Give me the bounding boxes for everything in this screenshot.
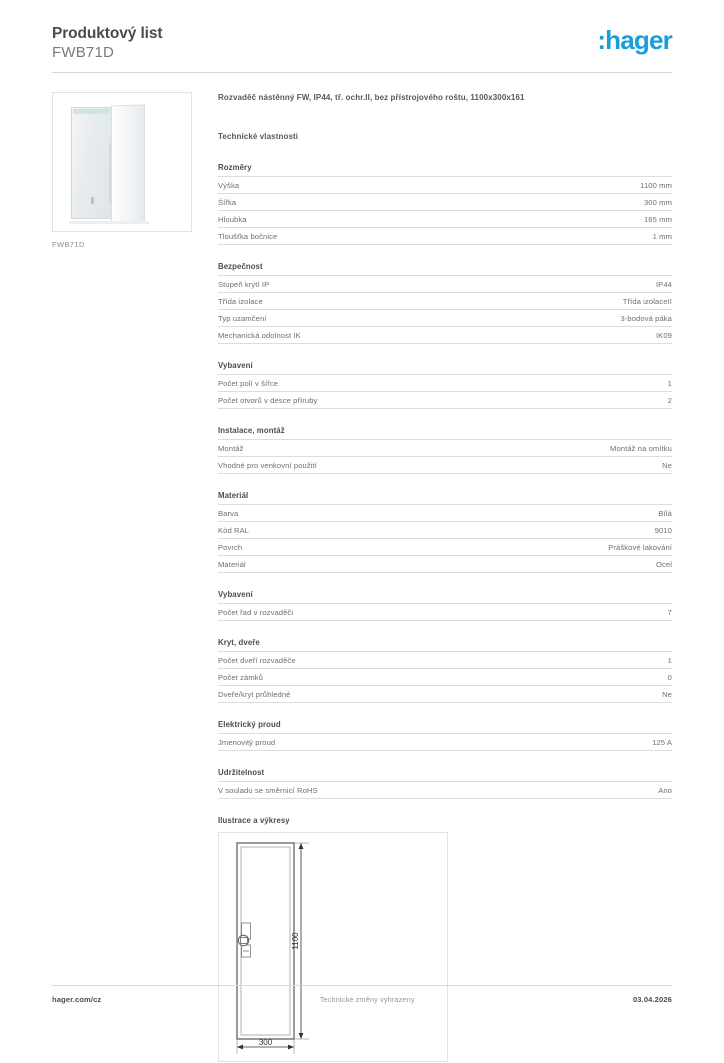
cabinet-latch (91, 197, 94, 204)
spec-label: Výška (218, 180, 240, 190)
product-description: Rozvaděč nástěnný FW, IP44, tř. ochr.II, bez přístrojového roštu, 1100x300x161 (218, 93, 525, 102)
spec-row (218, 327, 672, 344)
spec-label: Dveře/kryt průhledné (218, 689, 291, 699)
spec-group (218, 426, 672, 474)
spec-group-title: Elektrický proud (218, 720, 672, 734)
spec-value: Ne (662, 460, 672, 470)
spec-group (218, 638, 672, 703)
spec-group (218, 768, 672, 799)
spec-value: 7 (667, 607, 672, 617)
technical-properties-heading: Technické vlastnosti (218, 132, 299, 141)
drawing-svg (219, 833, 449, 1063)
specification-groups (218, 163, 672, 799)
page-header (52, 24, 672, 68)
spec-row (218, 604, 672, 621)
spec-group (218, 491, 672, 573)
spec-value: Ano (658, 785, 672, 795)
hager-logo: :hager (597, 25, 672, 55)
spec-value: 165 mm (643, 214, 672, 224)
spec-row (218, 686, 672, 703)
spec-group-title: Vybavení (218, 590, 672, 604)
spec-value: 1 (667, 378, 672, 388)
spec-row (218, 293, 672, 310)
spec-row (218, 734, 672, 751)
header-divider (52, 72, 672, 73)
page-title: Produktový list (52, 25, 163, 42)
width-dimension-label: 300 (258, 1038, 273, 1047)
spec-row (218, 194, 672, 211)
spec-label: Tloušťka bočnice (218, 231, 278, 241)
product-image (52, 92, 192, 232)
spec-label: Vhodné pro venkovní použití (218, 460, 317, 470)
spec-group (218, 590, 672, 621)
cabinet-door (111, 104, 145, 223)
spec-group (218, 262, 672, 344)
spec-value: IK09 (655, 330, 672, 340)
spec-group-title: Instalace, montáž (218, 426, 672, 440)
spec-value: Bílá (658, 508, 672, 518)
spec-label: Povrch (218, 542, 243, 552)
spec-value: 125 A (652, 737, 672, 747)
cabinet-shadow (69, 221, 149, 224)
spec-value: 1 mm (652, 231, 672, 241)
spec-group-title: Bezpečnost (218, 262, 672, 276)
spec-label: V souladu se směrnicí RoHS (218, 785, 318, 795)
footer-date: 03.04.2026 (632, 995, 672, 1004)
spec-row (218, 375, 672, 392)
spec-value: Práškové lakování (608, 542, 672, 552)
spec-label: Montáž (218, 443, 244, 453)
spec-group-title: Materiál (218, 491, 672, 505)
spec-row (218, 276, 672, 293)
spec-label: Třída izolace (218, 296, 263, 306)
footer-divider (52, 985, 672, 986)
spec-row (218, 310, 672, 327)
spec-label: Typ uzamčení (218, 313, 267, 323)
spec-label: Počet dveří rozvaděče (218, 655, 296, 665)
spec-label: Počet polí v šířce (218, 378, 279, 388)
spec-group (218, 361, 672, 409)
spec-label: Počet otvorů v desce příruby (218, 395, 318, 405)
spec-row (218, 669, 672, 686)
spec-value: 300 mm (643, 197, 672, 207)
cabinet-top-accent (73, 109, 110, 114)
spec-row (218, 440, 672, 457)
spec-label: Jmenovitý proud (218, 737, 276, 747)
spec-label: Počet řad v rozvaděči (218, 607, 294, 617)
spec-value: IP44 (655, 279, 672, 289)
spec-row (218, 652, 672, 669)
spec-label: Šířka (218, 197, 237, 207)
spec-value: 1100 mm (640, 180, 672, 190)
spec-group (218, 163, 672, 245)
spec-row (218, 505, 672, 522)
cabinet-illustration (53, 93, 191, 231)
spec-label: Barva (218, 508, 239, 518)
spec-row (218, 782, 672, 799)
spec-label: Počet zámků (218, 672, 263, 682)
spec-value: 2 (667, 395, 672, 405)
spec-row (218, 211, 672, 228)
spec-row (218, 522, 672, 539)
spec-value: Ocel (655, 559, 672, 569)
product-image-caption: FWB71D (52, 240, 85, 249)
spec-row (218, 556, 672, 573)
spec-value: 0 (667, 672, 672, 682)
spec-group-title: Kryt, dveře (218, 638, 672, 652)
spec-label: Kód RAL (218, 525, 250, 535)
height-dimension-label: 1100 (291, 932, 300, 950)
spec-label: Hloubka (218, 214, 247, 224)
spec-group-title: Udržitelnost (218, 768, 672, 782)
spec-group (218, 720, 672, 751)
spec-group-title: Rozměry (218, 163, 672, 177)
spec-value: 1 (667, 655, 672, 665)
spec-value: Třída izolaceII (622, 296, 672, 306)
spec-label: Mechanická odolnost IK (218, 330, 301, 340)
spec-row (218, 228, 672, 245)
footer-website[interactable]: hager.com/cz (52, 995, 102, 1004)
page-footer (52, 995, 672, 1004)
spec-group-title: Vybavení (218, 361, 672, 375)
spec-row (218, 457, 672, 474)
spec-row (218, 177, 672, 194)
footer-disclaimer: Technické změny vyhrazeny (319, 995, 415, 1004)
main-content (218, 92, 672, 1062)
header-titles (52, 24, 162, 62)
technical-drawing (218, 832, 448, 1062)
spec-row (218, 392, 672, 409)
drawings-heading: Ilustrace a výkresy (218, 816, 290, 825)
spec-value: 9010 (654, 525, 672, 535)
spec-label: Stupeň krytí IP (218, 279, 270, 289)
spec-row (218, 539, 672, 556)
spec-label: Materiál (218, 559, 246, 569)
product-reference: FWB71D (52, 44, 115, 61)
spec-value: 3-bodová páka (620, 313, 672, 323)
spec-value: Ne (662, 689, 672, 699)
spec-value: Montáž na omítku (610, 443, 672, 453)
